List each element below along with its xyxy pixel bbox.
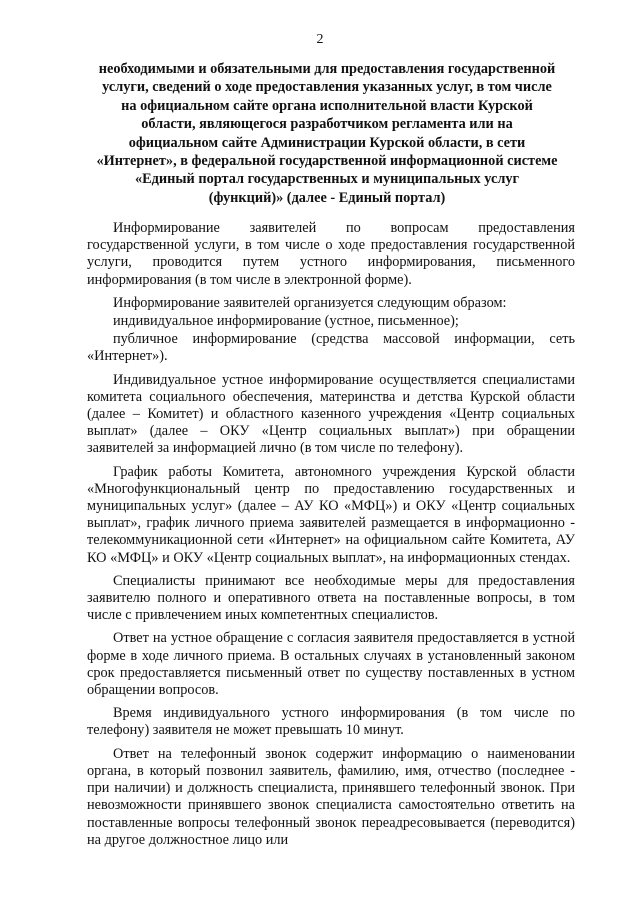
heading-line: услуги, сведений о ходе предоставления указанных услуг, в том числе <box>102 79 552 96</box>
paragraph: публичное информирование (средства массовой информации, сеть «Интернет»). <box>87 331 575 365</box>
paragraph: Время индивидуального устного информирования (в том числе по телефону) заявителя не может превышать 10 минут. <box>87 705 575 739</box>
page-number: 2 <box>316 32 324 47</box>
paragraph: Информирование заявителей организуется следующим образом: <box>113 294 507 311</box>
heading-line: на официальном сайте органа исполнительной власти Курской <box>121 97 533 114</box>
heading-line: официальном сайте Администрации Курской области, в сети <box>128 134 526 151</box>
paragraph: индивидуальное информирование (устное, письменное); <box>113 313 459 330</box>
heading-line: области, являющегося разработчиком регламента или на <box>141 116 513 133</box>
heading-line: необходимыми и обязательными для предоставления государственной <box>98 61 556 77</box>
heading-line: «Единый портал государственных и муниципальных услуг <box>135 171 519 188</box>
section-heading <box>82 60 572 207</box>
paragraph: Информирование заявителей по вопросам предоставления государственной услуги, в том числе о ходе предоставления государственной услуги, проводится путем устного информирования, письменного информирования (в том числе в электронной форме). <box>87 220 575 288</box>
paragraph: Специалисты принимают все необходимые меры для предоставления заявителю полного и оперативного ответа на поставленные вопросы, в том числе с привлечением иных компетентных специалистов. <box>87 572 575 624</box>
body-text <box>87 220 575 855</box>
paragraph: Индивидуальное устное информирование осуществляется специалистами комитета социального обеспечения, материнства и детства Курской области (далее – Комитет) и областного казенного учреждения «Центр социальных выплат» (далее – ОКУ «Центр социальных выплат») при обращении заявителей за информацией лично (в том числе по телефону). <box>87 371 575 457</box>
paragraph: График работы Комитета, автономного учреждения Курской области «Многофункциональный центр по предоставлению государственных и муниципальных услуг» (далее – АУ КО «МФЦ») и ОКУ «Центр социальных выплат», график личного приема заявителей размещается в информационно - телекоммуникационной сети «Интернет» на официальном сайте Комитета, АУ КО «МФЦ» и ОКУ «Центр социальных выплат», на информационных стендах. <box>87 463 575 566</box>
heading-line: (функций)» (далее - Единый портал) <box>208 189 446 206</box>
paragraph: Ответ на телефонный звонок содержит информацию о наименовании органа, в который позвонил заявитель, фамилию, имя, отчество (последнее - при наличии) и должность специалиста, принявшего телефонный звонок. При невозможности принявшего звонок специалиста самостоятельно ответить на поставленные вопросы телефонный звонок переадресовывается (переводится) на другое должностное лицо или <box>87 745 575 848</box>
paragraph: Ответ на устное обращение с согласия заявителя предоставляется в устной форме в ходе личного приема. В остальных случаях в установленный законом срок предоставляется письменный ответ по существу поставленных в устном обращении вопросов. <box>87 630 575 699</box>
heading-line: «Интернет», в федеральной государственной информационной системе <box>96 153 558 170</box>
